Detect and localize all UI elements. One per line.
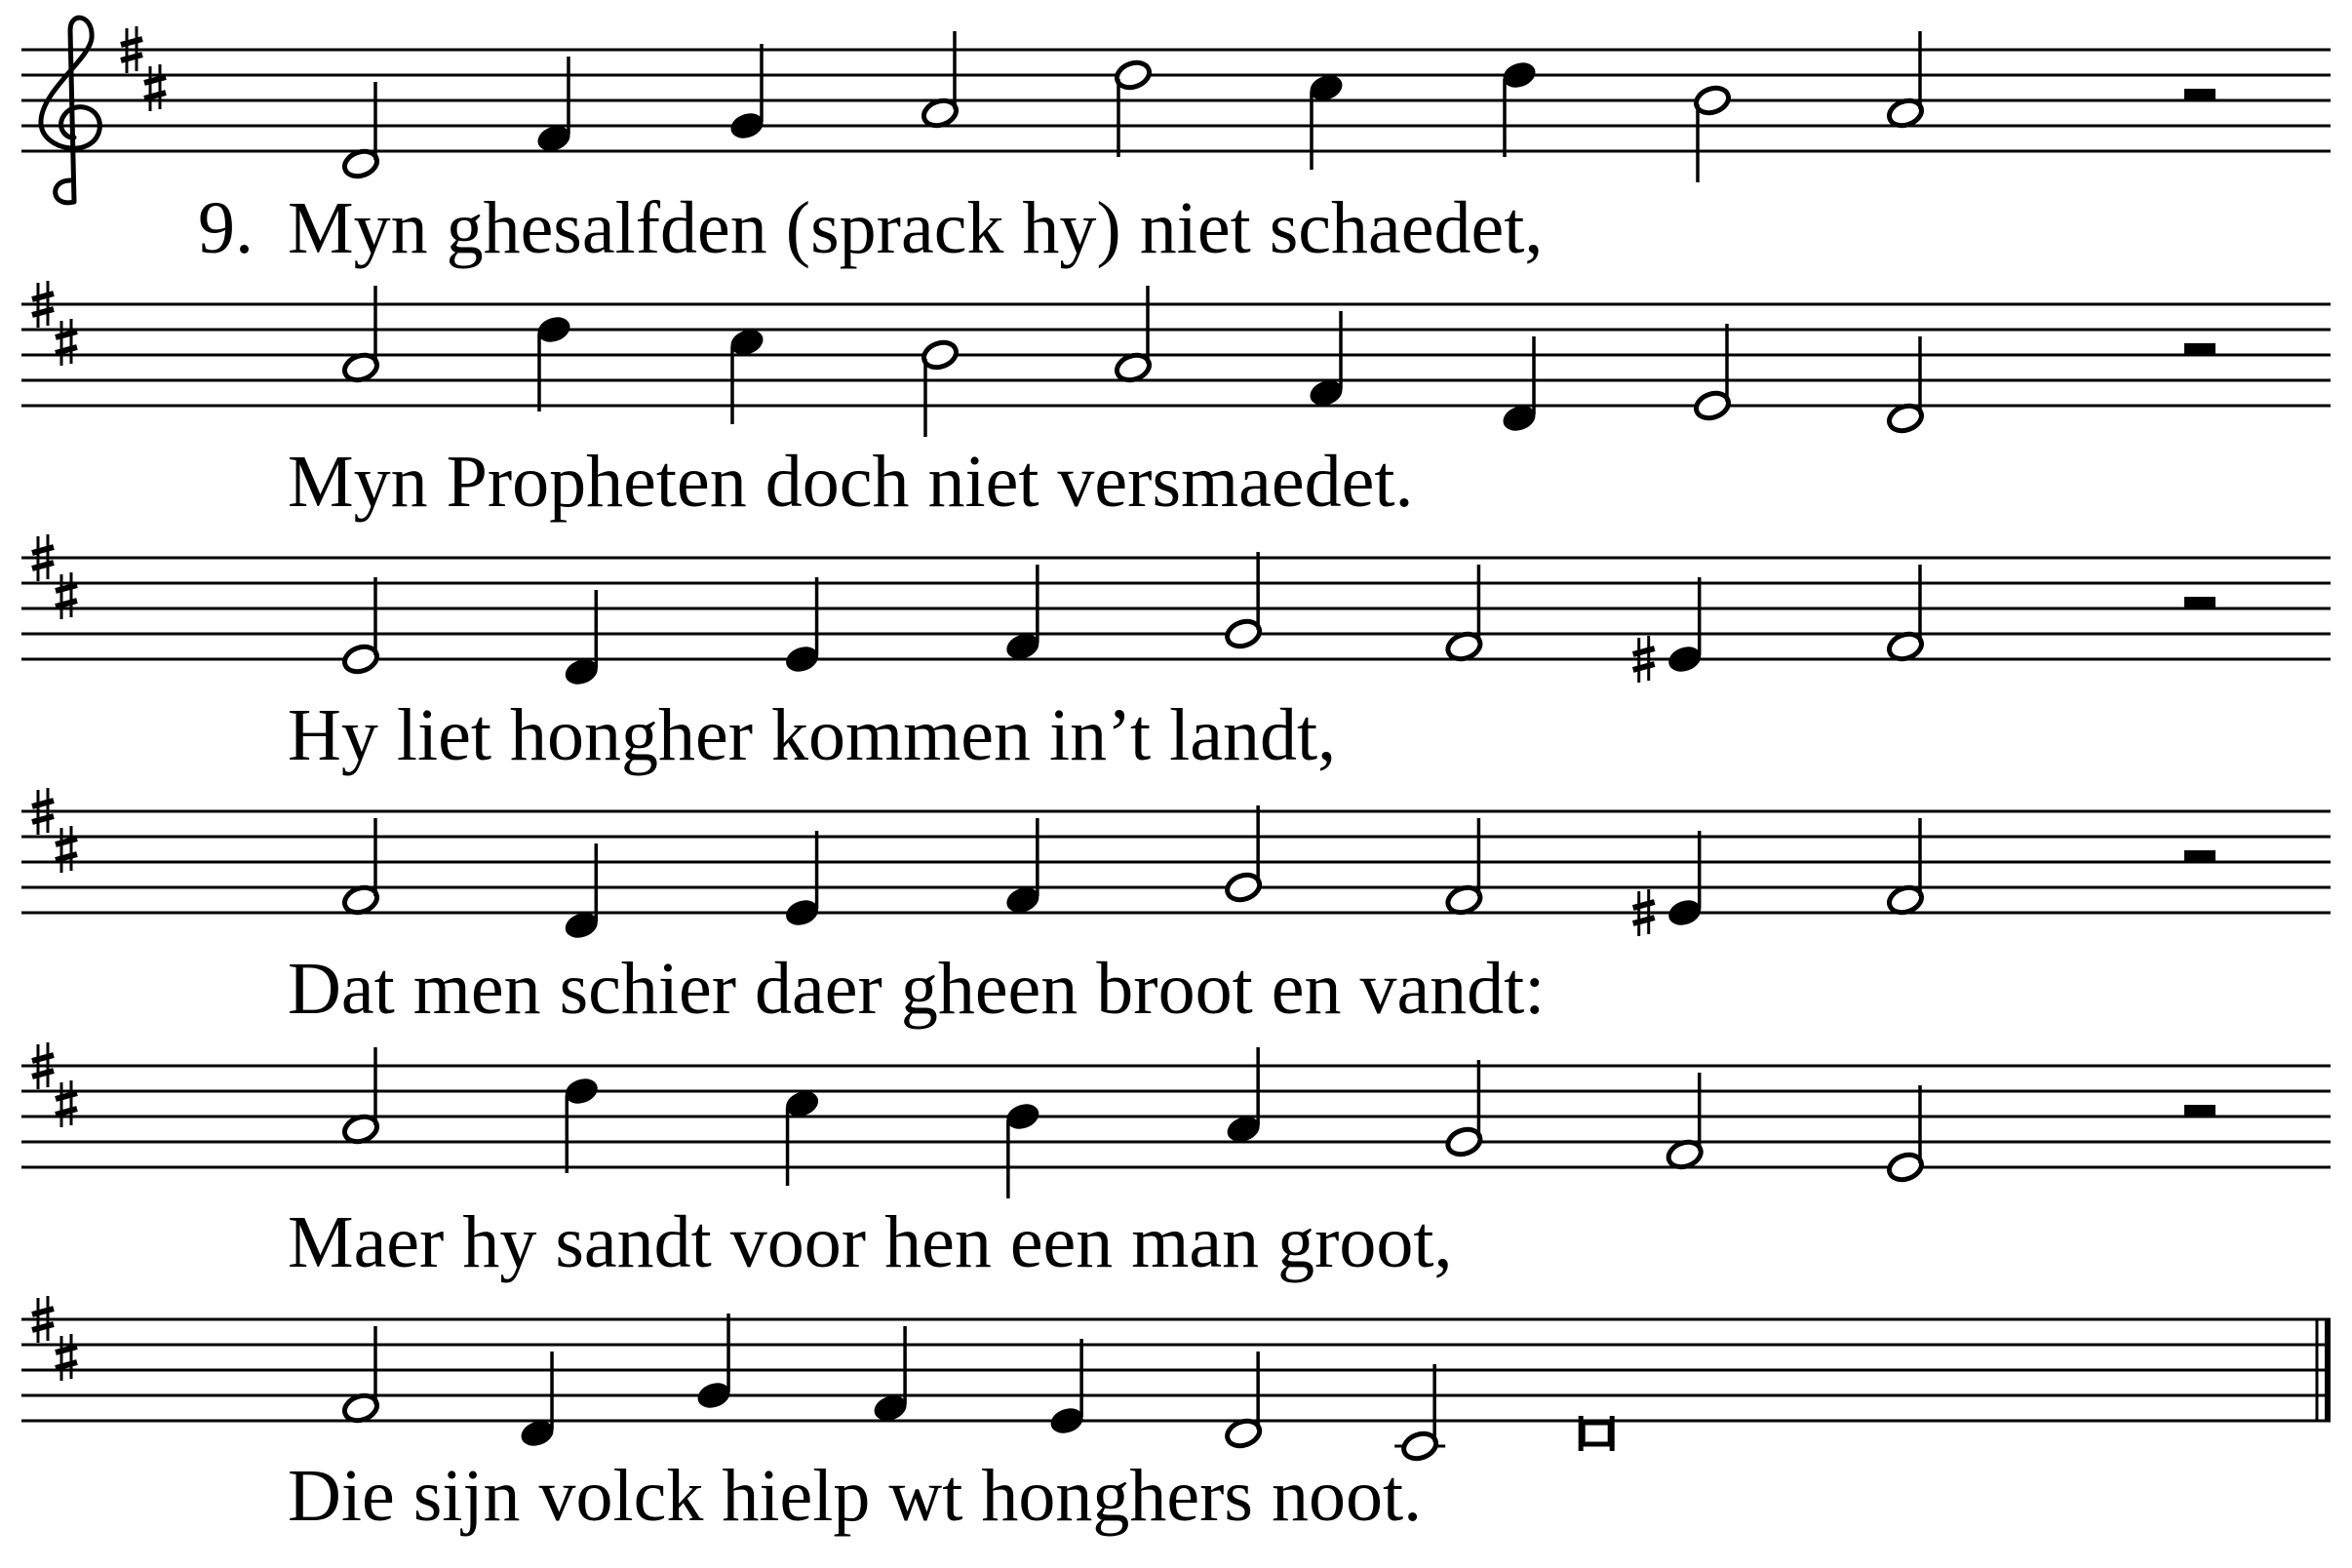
staff-6-note-8-head (1583, 1423, 1610, 1444)
lyric-line-1: Myn ghesalfden (sprack hy) niet schaedet, (288, 187, 1544, 269)
key-sharp-c-h2 (144, 93, 166, 98)
key-sharp-c-h2 (56, 347, 77, 353)
staff-4-note-7-sharp-h2 (1633, 918, 1655, 923)
key-sharp-f-h1 (32, 294, 54, 299)
key-sharp-c-h2 (56, 1362, 77, 1368)
key-sharp-c-h1 (56, 332, 77, 337)
staff-3-half-rest (2184, 597, 2215, 608)
key-sharp-f-h2 (32, 1324, 54, 1330)
staff-4-note-7-sharp-h1 (1633, 902, 1655, 908)
verse-number: 9. (198, 187, 254, 269)
key-sharp-f-h1 (32, 547, 54, 553)
key-sharp-f-h2 (32, 816, 54, 822)
treble-clef (41, 18, 99, 203)
key-sharp-f-h2 (121, 55, 142, 60)
key-sharp-c-h1 (56, 839, 77, 844)
lyric-line-3: Hy liet hongher kommen in’t landt, (288, 694, 1337, 776)
key-sharp-f-h2 (32, 563, 54, 568)
key-sharp-f-h1 (32, 1309, 54, 1314)
key-sharp-f-h2 (32, 309, 54, 315)
staff-3-note-7-sharp-h1 (1633, 648, 1655, 654)
staff-5-half-rest (2184, 1105, 2215, 1117)
staff-4-half-rest (2184, 850, 2215, 862)
key-sharp-f-h1 (121, 39, 142, 45)
key-sharp-c-h1 (56, 585, 77, 591)
key-sharp-f-h1 (32, 801, 54, 806)
key-sharp-c-h2 (56, 854, 77, 860)
lyric-line-5: Maer hy sandt voor hen een man groot, (288, 1201, 1453, 1283)
staff-3-note-7-sharp-h2 (1633, 664, 1655, 670)
key-sharp-c-h1 (144, 77, 166, 83)
key-sharp-f-h2 (32, 1071, 54, 1077)
staff-1-half-rest (2184, 89, 2215, 100)
lyric-line-6: Die sijn volck hielp wt honghers noot. (288, 1455, 1423, 1537)
key-sharp-f-h1 (32, 1055, 54, 1061)
key-sharp-c-h1 (56, 1093, 77, 1099)
lyric-line-4: Dat men schier daer gheen broot en vandt: (288, 948, 1546, 1030)
key-sharp-c-h1 (56, 1347, 77, 1352)
lyric-line-2: Myn Propheten doch niet versmaedet. (288, 441, 1414, 523)
staff-2-half-rest (2184, 343, 2215, 355)
key-sharp-c-h2 (56, 601, 77, 607)
key-sharp-c-h2 (56, 1109, 77, 1115)
